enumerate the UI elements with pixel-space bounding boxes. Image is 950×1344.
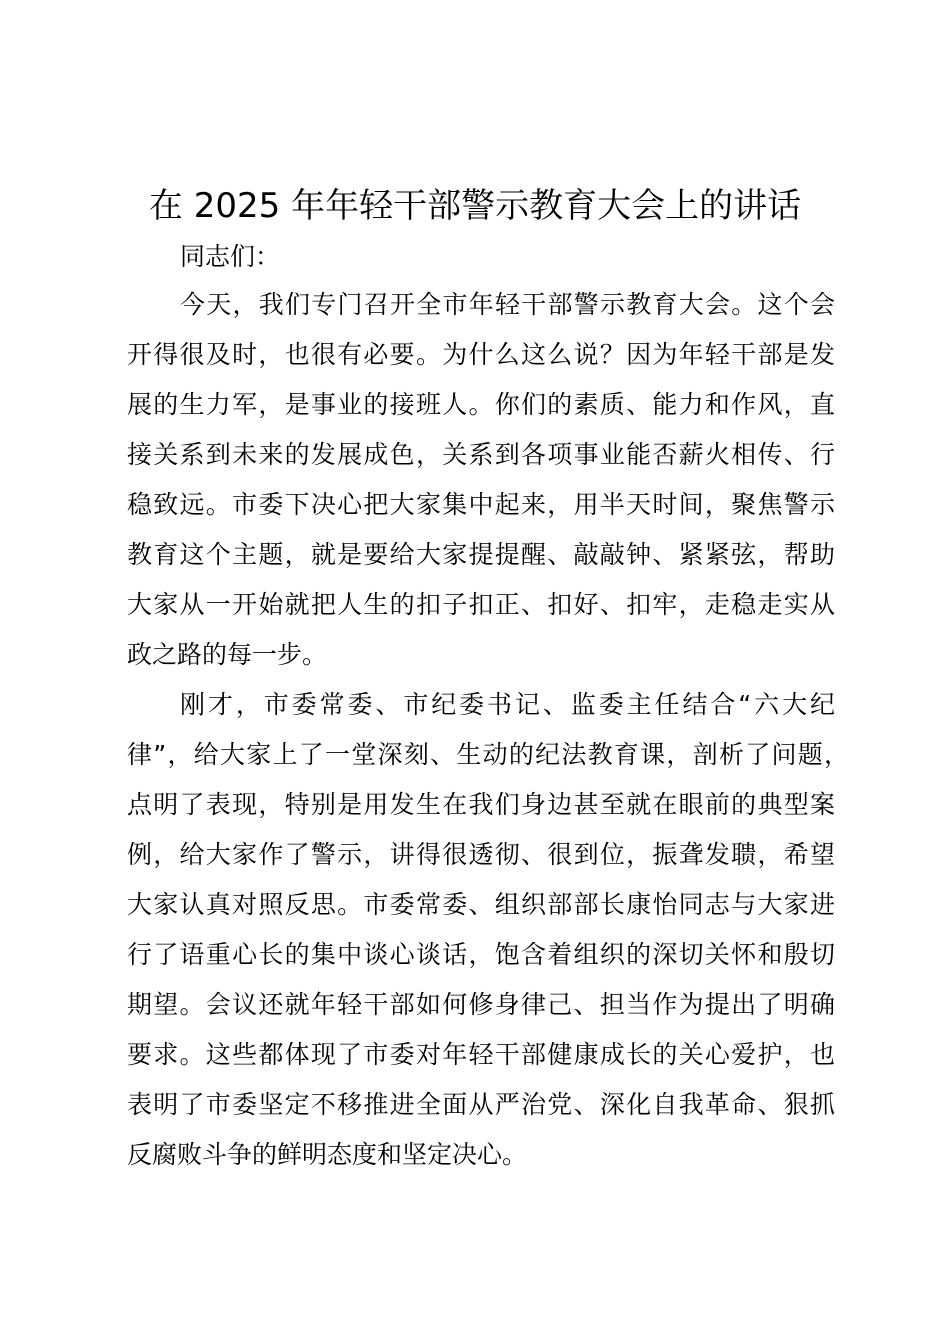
paragraph-line: 点明了表现，特别是用发生在我们身边甚至就在眼前的典型案 bbox=[127, 790, 835, 819]
paragraph-line: 政之路的每一步。 bbox=[127, 640, 328, 669]
paragraph-line: 大家从一开始就把人生的扣子扣正、扣好、扣牢，走稳走实从 bbox=[127, 590, 835, 619]
paragraph-line: 要求。这些都体现了市委对年轻干部健康成长的关心爱护，也 bbox=[127, 1040, 835, 1069]
paragraph-line: 行了语重心长的集中谈心谈话，饱含着组织的深切关怀和殷切 bbox=[127, 940, 835, 969]
paragraph-line: 期望。会议还就年轻干部如何修身律己、担当作为提出了明确 bbox=[127, 990, 835, 1019]
document-title: 在 2025 年年轻干部警示教育大会上的讲话 bbox=[148, 186, 802, 226]
paragraph-line: 今天，我们专门召开全市年轻干部警示教育大会。这个会 bbox=[180, 290, 835, 319]
paragraph-line: 稳致远。市委下决心把大家集中起来，用半天时间，聚焦警示 bbox=[127, 490, 835, 519]
paragraph-line: 律”，给大家上了一堂深刻、生动的纪法教育课，剖析了问题， bbox=[127, 740, 849, 769]
paragraph-line: 反腐败斗争的鲜明态度和坚定决心。 bbox=[127, 1140, 528, 1169]
paragraph-line: 开得很及时，也很有必要。为什么这么说？因为年轻干部是发 bbox=[127, 340, 835, 369]
paragraph-line: 例，给大家作了警示，讲得很透彻、很到位，振聋发聩，希望 bbox=[127, 840, 835, 869]
paragraph-line: 表明了市委坚定不移推进全面从严治党、深化自我革命、狠抓 bbox=[127, 1090, 835, 1119]
paragraph-line: 刚才，市委常委、市纪委书记、监委主任结合“六大纪 bbox=[180, 690, 835, 719]
salutation: 同志们： bbox=[180, 242, 281, 271]
paragraph-line: 展的生力军，是事业的接班人。你们的素质、能力和作风，直 bbox=[127, 390, 835, 419]
paragraph-line: 接关系到未来的发展成色，关系到各项事业能否薪火相传、行 bbox=[127, 440, 835, 469]
paragraph-line: 大家认真对照反思。市委常委、组织部部长康怡同志与大家进 bbox=[127, 890, 835, 919]
paragraph-line: 教育这个主题，就是要给大家提提醒、敲敲钟、紧紧弦，帮助 bbox=[127, 540, 835, 569]
